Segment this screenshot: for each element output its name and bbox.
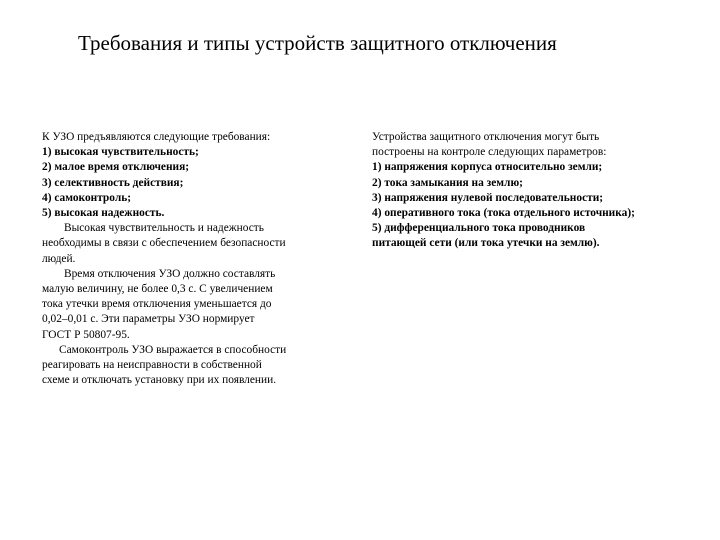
sensitivity-paragraph-line: Высокая чувствительность и надежность <box>64 222 264 235</box>
requirement-item: 4) самоконтроль; <box>42 191 132 204</box>
trip-time-paragraph-line: тока утечки время отключения уменьшается до <box>42 298 272 311</box>
device-type-item: 3) напряжения нулевой последовательности; <box>372 191 604 204</box>
requirement-item: 5) высокая надежность. <box>42 207 165 220</box>
device-type-item: 2) тока замыкания на землю; <box>372 176 523 189</box>
requirement-item: 3) селективность действия; <box>42 176 184 189</box>
requirement-item: 2) малое время отключения; <box>42 161 190 174</box>
requirements-intro: К УЗО предъявляются следующие требования: <box>42 131 271 143</box>
slide-title: Требования и типы устройств защитного отключения <box>78 31 557 55</box>
sensitivity-paragraph-line: людей. <box>42 252 76 265</box>
requirement-item: 1) высокая чувствительность; <box>42 146 199 159</box>
device-type-item: питающей сети (или тока утечки на землю). <box>372 237 600 250</box>
self-test-paragraph-line: Самоконтроль УЗО выражается в способности <box>59 343 287 356</box>
requirements-column <box>42 130 347 388</box>
device-type-item: 4) оперативного тока (тока отдельного источника); <box>372 207 635 220</box>
device-type-item: 5) дифференциального тока проводников <box>372 222 586 235</box>
self-test-paragraph-line: схеме и отключать установку при их появлении. <box>42 374 277 387</box>
trip-time-paragraph-line: Время отключения УЗО должно составлять <box>64 267 276 280</box>
device-types-intro-line: Устройства защитного отключения могут быть <box>372 131 600 143</box>
device-types-intro-line: построены на контроле следующих параметров: <box>372 146 607 159</box>
self-test-paragraph-line: реагировать на неисправности в собственной <box>42 359 262 372</box>
device-type-item: 1) напряжения корпуса относительно земли; <box>372 161 603 174</box>
trip-time-paragraph-line: 0,02–0,01 с. Эти параметры УЗО нормирует <box>42 313 255 326</box>
device-types-column <box>372 130 712 252</box>
trip-time-paragraph-line: малую величину, не более 0,3 с. С увеличением <box>42 283 273 296</box>
trip-time-paragraph-line: ГОСТ Р 50807-95. <box>42 328 130 341</box>
sensitivity-paragraph-line: необходимы в связи с обеспечением безопасности <box>42 237 286 250</box>
